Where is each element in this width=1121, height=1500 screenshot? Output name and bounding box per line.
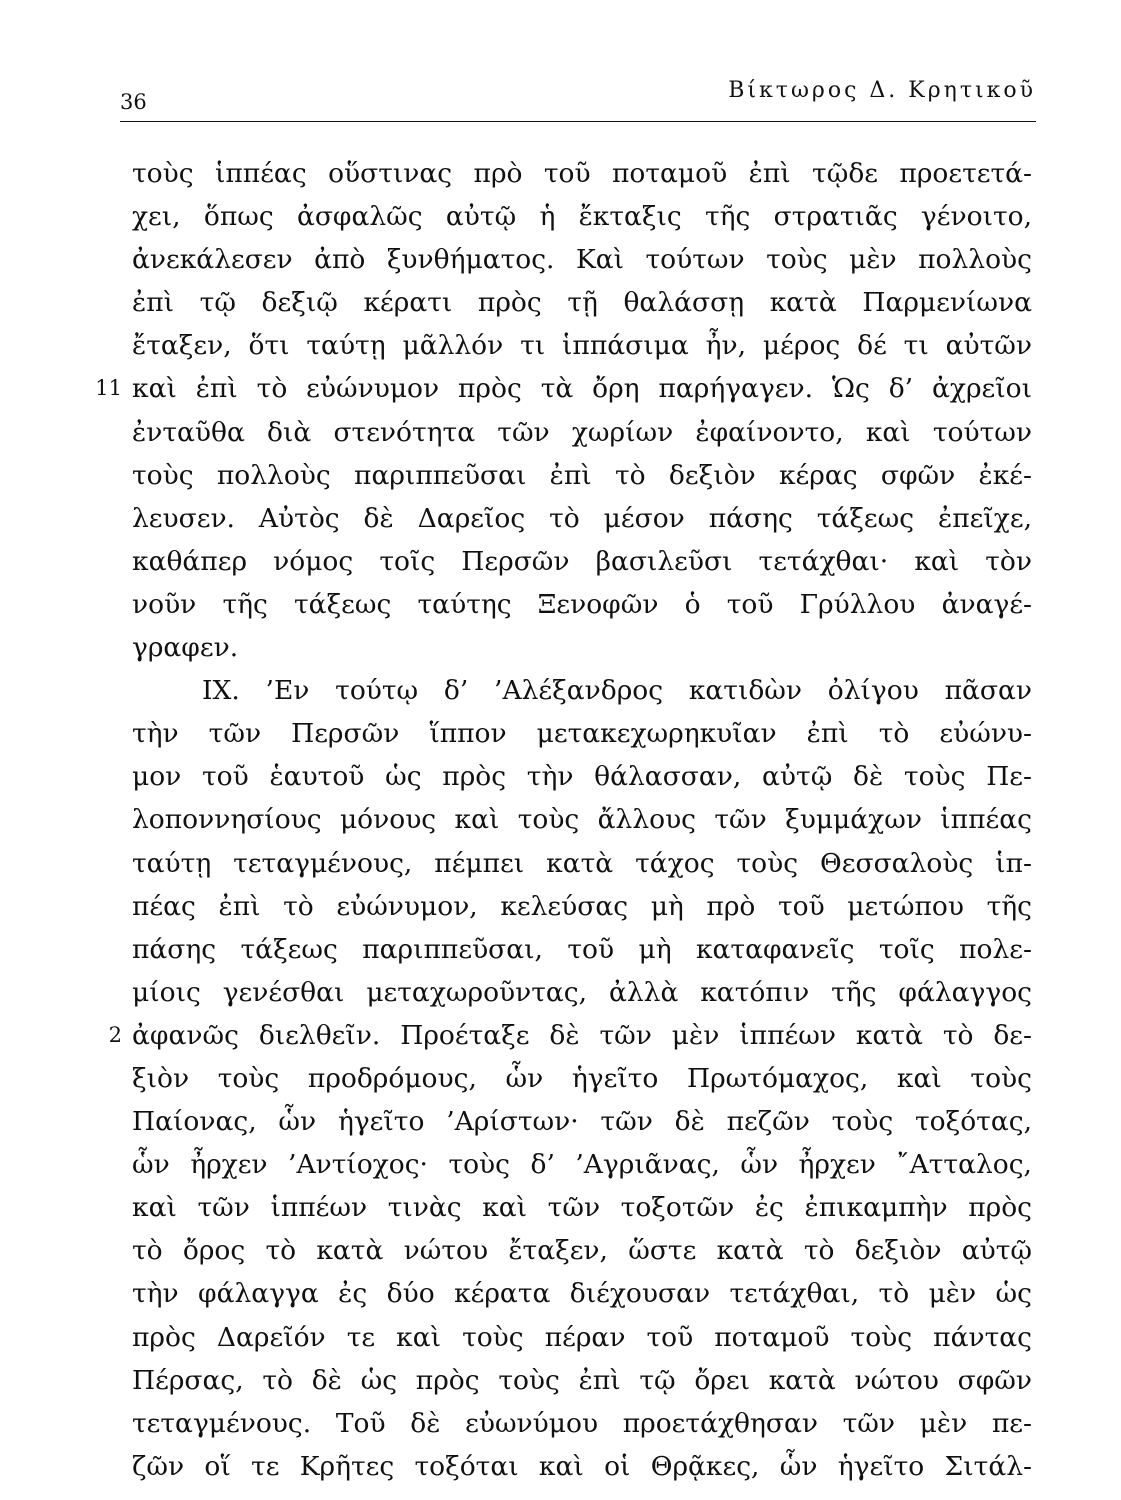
line-text: χει, ὅπως ἀσφαλῶς αὐτῷ ἡ ἔκταξις τῆς στρατιᾶς γένοιτο, [132,201,1032,233]
text-line [132,885,1032,928]
line-text: ἀνεκάλεσεν ἀπὸ ξυνθήματος. Καὶ τούτων τοὺς μὲν πολλοὺς [132,244,1032,276]
line-text: ἀφανῶς διελθεῖν. Προέταξε δὲ τῶν μὲν ἱππέων κατὰ τὸ δε- [132,1019,1032,1051]
text-line [132,1359,1032,1402]
text-line [132,1100,1032,1143]
text-line [132,755,1032,798]
line-text: πέας ἐπὶ τὸ εὐώνυμον, κελεύσας μὴ πρὸ τοῦ μετώπου τῆς [132,890,1032,922]
line-text: IX. ’Εν τούτῳ δ’ ’Αλέξανδρος κατιδὼν ὀλίγου πᾶσαν [202,675,1032,707]
line-text: ζῶν οἵ τε Κρῆτες τοξόται καὶ οἱ Θρᾷκες, ὧν ἡγεῖτο Σιτάλ- [132,1450,1032,1482]
line-text: καὶ ἐπὶ τὸ εὐώνυμον πρὸς τὰ ὄρη παρήγαγεν. Ὡς δ’ ἀχρεῖοι [132,373,1032,405]
text-line [132,798,1032,841]
text-line [132,1316,1032,1359]
line-text: τὴν φάλαγγα ἐς δύο κέρατα διέχουσαν τετάχθαι, τὸ μὲν ὡς [132,1278,1032,1310]
line-text: καθάπερ νόμος τοῖς Περσῶν βασιλεῦσι τετάχθαι· καὶ τὸν [132,545,1032,577]
line-text: νοῦν τῆς τάξεως ταύτης Ξενοφῶν ὁ τοῦ Γρύλλου ἀναγέ- [132,588,1032,620]
line-text: τὴν τῶν Περσῶν ἵππον μετακεχωρηκυῖαν ἐπὶ τὸ εὐώνυ- [132,718,1032,750]
line-text: ξιὸν τοὺς προδρόμους, ὧν ἡγεῖτο Πρωτόμαχος, καὶ τοὺς [132,1062,1032,1094]
text-line [132,497,1032,540]
text-line [132,1057,1032,1100]
margin-section-number: 11 [95,376,122,401]
header-rule [120,121,1036,122]
line-text: λοποννησίους μόνους καὶ τοὺς ἄλλους τῶν ξυμμάχων ἱππέας [132,804,1032,836]
line-text: πρὸς Δαρεῖόν τε καὶ τοὺς πέραν τοῦ ποταμοῦ τοὺς πάντας [132,1321,1032,1353]
line-text: λευσεν. Αὐτὸς δὲ Δαρεῖος τὸ μέσον πάσης τάξεως ἐπεῖχε, [132,502,1032,534]
text-line [132,1272,1032,1315]
line-text: μίοις γενέσθαι μεταχωροῦντας, ἀλλὰ κατόπιν τῆς φάλαγγος [132,976,1032,1008]
line-text: ὧν ἦρχεν ’Αντίοχος· τοὺς δ’ ’Αγριᾶνας, ὧν ἦρχεν ῎Ατταλος, [132,1149,1032,1181]
line-text: τοὺς ἱππέας οὕστινας πρὸ τοῦ ποταμοῦ ἐπὶ τῷδε προετετά- [132,158,1032,189]
body-text [95,152,1032,1488]
text-line [132,842,1032,885]
text-line [132,540,1032,583]
line-text: πάσης τάξεως παριππεῦσαι, τοῦ μὴ καταφανεῖς τοῖς πολε- [132,933,1032,965]
margin-section-number: 2 [108,1022,122,1047]
text-line [132,669,1032,712]
line-text: τὸ ὄρος τὸ κατὰ νώτου ἔταξεν, ὥστε κατὰ τὸ δεξιὸν αὐτῷ [132,1235,1032,1267]
line-text: Παίονας, ὧν ἡγεῖτο ’Αρίστων· τῶν δὲ πεζῶν τοὺς τοξότας, [132,1106,1032,1138]
text-line [132,1445,1032,1488]
text-line [132,626,1032,669]
text-line [132,1143,1032,1186]
line-text: μον τοῦ ἑαυτοῦ ὡς πρὸς τὴν θάλασσαν, αὐτῷ δὲ τοὺς Πε- [132,761,1032,793]
line-text: ἐπὶ τῷ δεξιῷ κέρατι πρὸς τῇ θαλάσσῃ κατὰ Παρμενίωνα [132,287,1032,319]
text-line [132,152,1032,195]
text-line [132,411,1032,454]
line-text: τοὺς πολλοὺς παριππεῦσαι ἐπὶ τὸ δεξιὸν κέρας σφῶν ἐκέ- [132,459,1032,491]
line-text: ἐνταῦθα διὰ στενότητα τῶν χωρίων ἐφαίνοντο, καὶ τούτων [132,416,1032,448]
text-line [132,1402,1032,1445]
line-text: καὶ τῶν ἱππέων τινὰς καὶ τῶν τοξοτῶν ἐς ἐπικαμπὴν πρὸς [132,1192,1032,1224]
text-line [108,1014,1032,1057]
text-line [132,928,1032,971]
page-header [120,72,1036,122]
text-line [132,324,1032,367]
running-head: Βίκτωρος Δ. Κρητικοῦ [728,78,1036,103]
line-text: τεταγμένους. Τοῦ δὲ εὐωνύμου προετάχθησαν τῶν μὲν πε- [132,1407,1032,1439]
text-line [132,195,1032,238]
line-text: ἔταξεν, ὅτι ταύτῃ μᾶλλόν τι ἱππάσιμα ἦν, μέρος δέ τι αὐτῶν [132,330,1032,362]
text-line [132,281,1032,324]
text-line [132,1229,1032,1272]
line-text: ταύτῃ τεταγμένους, πέμπει κατὰ τάχος τοὺς Θεσσαλοὺς ἱπ- [132,847,1032,879]
text-line [132,583,1032,626]
text-line [132,454,1032,497]
text-line [132,971,1032,1014]
text-line [132,712,1032,755]
text-line [132,1186,1032,1229]
page-number: 36 [120,90,147,114]
line-text: Πέρσας, τὸ δὲ ὡς πρὸς τοὺς ἐπὶ τῷ ὄρει κατὰ νώτου σφῶν [132,1364,1032,1396]
line-text: γραφεν. [132,632,239,664]
text-line [95,367,1032,410]
text-line [132,238,1032,281]
